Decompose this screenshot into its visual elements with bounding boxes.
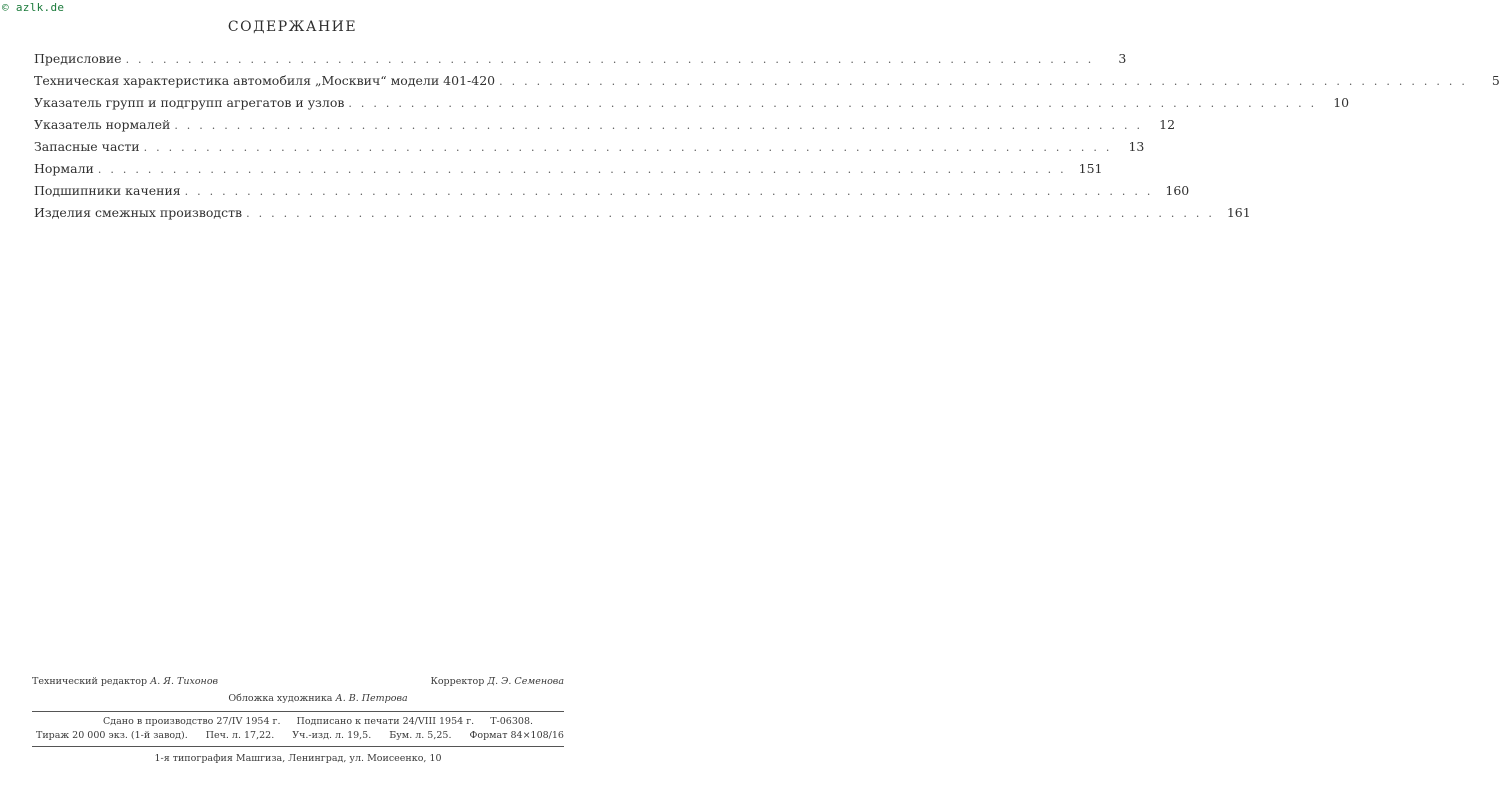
tech-editor-name: А. Я. Тихонов bbox=[150, 676, 219, 687]
colophon-divider bbox=[32, 711, 564, 712]
paper-format: Формат 84×108/16 bbox=[469, 730, 564, 741]
toc-entry-page: 3 bbox=[1118, 51, 1127, 66]
toc-entry-label: Подшипники качения bbox=[34, 183, 181, 198]
toc-leader-dots: .............................................................................. bbox=[143, 141, 1119, 154]
tech-editor-label: Технический редактор bbox=[32, 676, 148, 687]
colophon-editors-row bbox=[32, 676, 564, 693]
toc-entry bbox=[34, 205, 1251, 227]
toc-entry-label: Указатель групп и подгрупп агрегатов и узлов bbox=[34, 95, 345, 110]
toc-entry bbox=[34, 73, 1500, 95]
toc-entry-page: 12 bbox=[1159, 117, 1176, 132]
cover-artist-name: А. В. Петрова bbox=[335, 693, 408, 704]
print-run: Тираж 20 000 экз. (1-й завод). bbox=[36, 730, 188, 741]
print-details-row bbox=[32, 730, 564, 744]
toc-leader-dots: .............................................................................. bbox=[97, 163, 1073, 176]
corrector-name: Д. Э. Семенова bbox=[487, 676, 564, 687]
toc-entry-label: Техническая характеристика автомобиля „Москвич“ модели 401-420 bbox=[34, 73, 496, 88]
toc-leader-dots: .............................................................................. bbox=[499, 75, 1474, 88]
publication-code: Т-06308. bbox=[490, 716, 534, 727]
toc-entry-page: 13 bbox=[1128, 139, 1145, 154]
toc-entry-page: 161 bbox=[1226, 205, 1251, 220]
watermark: © azlk.de bbox=[2, 1, 65, 14]
paper-sheets: Бум. л. 5,25. bbox=[389, 730, 452, 741]
toc-leader-dots: .............................................................................. bbox=[246, 207, 1221, 220]
toc-leader-dots: .............................................................................. bbox=[348, 97, 1324, 110]
toc-entry bbox=[34, 51, 1127, 73]
toc-entry bbox=[34, 161, 1103, 183]
tech-editor bbox=[32, 676, 218, 693]
production-dates-row bbox=[72, 716, 564, 730]
toc-entry-label: Запасные части bbox=[34, 139, 140, 154]
cover-artist-label: Обложка художника bbox=[228, 693, 333, 704]
toc-entry bbox=[34, 183, 1190, 205]
toc-entry-page: 160 bbox=[1165, 183, 1190, 198]
printer-info: 1-я типография Машгиза, Ленинград, ул. Моисеенко, 10 bbox=[154, 753, 442, 764]
toc-entry bbox=[34, 95, 1350, 117]
table-of-contents bbox=[34, 51, 1500, 227]
corrector-label: Корректор bbox=[430, 676, 485, 687]
toc-entry-label: Изделия смежных производств bbox=[34, 205, 243, 220]
colophon bbox=[32, 676, 564, 764]
toc-leader-dots: .............................................................................. bbox=[125, 53, 1101, 66]
toc-entry-page: 5 bbox=[1491, 73, 1500, 88]
toc-entry-label: Предисловие bbox=[34, 51, 122, 66]
toc-leader-dots: .............................................................................. bbox=[184, 185, 1160, 198]
toc-entry-label: Указатель нормалей bbox=[34, 117, 171, 132]
cover-artist-row bbox=[72, 693, 564, 709]
publisher-sheets: Уч.-изд. л. 19,5. bbox=[292, 730, 372, 741]
toc-entry-page: 10 bbox=[1333, 95, 1350, 110]
toc-entry bbox=[34, 117, 1176, 139]
page-title: СОДЕРЖАНИЕ bbox=[227, 19, 358, 35]
toc-leader-dots: .............................................................................. bbox=[174, 119, 1150, 132]
toc-entry-page: 151 bbox=[1078, 161, 1103, 176]
signed-date: Подписано к печати 24/VIII 1954 г. bbox=[296, 716, 475, 727]
produced-date: Сдано в производство 27/IV 1954 г. bbox=[102, 716, 281, 727]
corrector bbox=[430, 676, 564, 693]
colophon-divider-bottom bbox=[32, 746, 564, 747]
toc-entry-label: Нормали bbox=[34, 161, 94, 176]
printed-sheets: Печ. л. 17,22. bbox=[205, 730, 275, 741]
toc-entry bbox=[34, 139, 1145, 161]
